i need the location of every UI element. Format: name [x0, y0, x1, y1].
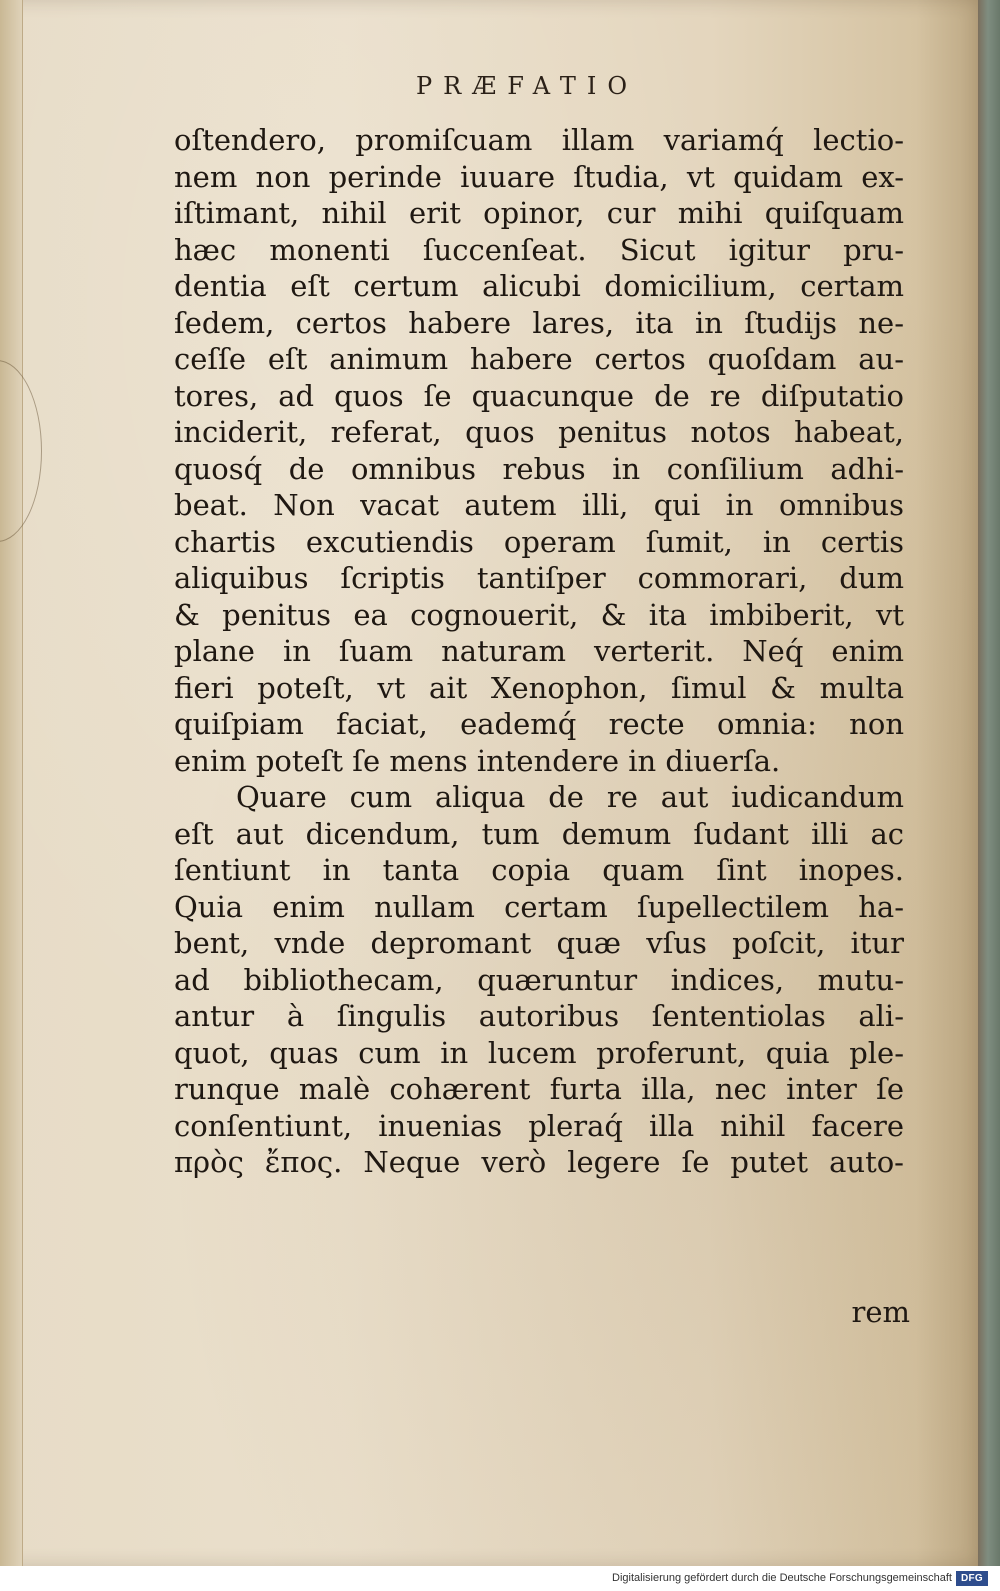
text-line: enim poteſt ſe mens intendere in diuerſa.	[174, 743, 781, 778]
text-line: eſt aut dicendum, tum demum ſudant illi ac	[174, 816, 904, 851]
text-line: beat. Non vacat autem illi, qui in omnibus	[174, 488, 904, 522]
text-line: dentia eſt certum alicubi domicilium, certam	[174, 269, 904, 303]
text-line: ad bibliothecam, quæruntur indices, mutu-	[174, 962, 904, 997]
text-line: antur à ſingulis autoribus ſententiolas ali-	[174, 999, 904, 1033]
text-line: Quare cum aliqua de re aut iudicandum	[236, 780, 904, 814]
text-line: tores, ad quos ſe quacunque de re diſputatio	[174, 378, 904, 413]
funding-notice: Digitalisierung gefördert durch die Deutsche Forschungsgemeinschaft	[612, 1572, 952, 1584]
left-page-edge	[0, 0, 23, 1566]
text-line: quot, quas cum in lucem proferunt, quia ple-	[174, 1035, 904, 1070]
text-line: bent, vnde depromant quæ vſus poſcit, itur	[174, 926, 904, 960]
text-line: πρὸς ἔπος. Neque verò legere ſe putet auto-	[174, 1145, 904, 1179]
text-line: nem non perinde iuuare ſtudia, vt quidam ex-	[174, 159, 904, 194]
text-line: quiſpiam faciat, eademq́ recte omnia: non	[174, 707, 904, 741]
text-line: iſtimant, nihil erit opinor, cur mihi quiſquam	[174, 196, 904, 230]
text-line: conſentiunt, inuenias pleraq́ illa nihil facere	[174, 1108, 904, 1143]
running-header: PRÆFATIO	[416, 72, 638, 100]
text-line: hæc monenti ſuccenſeat. Sicut igitur pru-	[174, 232, 904, 267]
text-line: fieri poteſt, vt ait Xenophon, ſimul & multa	[174, 670, 904, 705]
text-line: oſtendero, promiſcuam illam variamq́ lectio-	[174, 123, 904, 157]
text-line: runque malè cohærent furta illa, nec inter ſe	[174, 1072, 904, 1106]
text-line: & penitus ea cognouerit, & ita imbiberit, vt	[174, 597, 904, 632]
text-line: inciderit, referat, quos penitus notos habeat,	[174, 415, 904, 449]
text-line: quosq́ de omnibus rebus in conſilium adhi-	[174, 451, 904, 486]
dfg-logo: DFG	[956, 1571, 988, 1586]
text-line: aliquibus ſcriptis tantiſper commorari, dum	[174, 561, 904, 595]
text-line: Quia enim nullam certam ſupellectilem ha-	[174, 889, 904, 924]
text-line: ceſſe eſt animum habere certos quoſdam au-	[174, 342, 904, 376]
catchword: rem	[851, 1295, 910, 1329]
text-line: ſentiunt in tanta copia quam ſint inopes.	[174, 853, 904, 887]
text-line: chartis excutiendis operam ſumit, in certis	[174, 524, 904, 559]
text-line: ſedem, certos habere lares, ita in ſtudijs ne-	[174, 305, 904, 340]
text-line: plane in ſuam naturam verterit. Neq́ enim	[174, 634, 904, 668]
main-text-block	[174, 122, 904, 1181]
scan-right-edge	[978, 0, 1000, 1566]
binding-fold-mark	[0, 360, 42, 542]
